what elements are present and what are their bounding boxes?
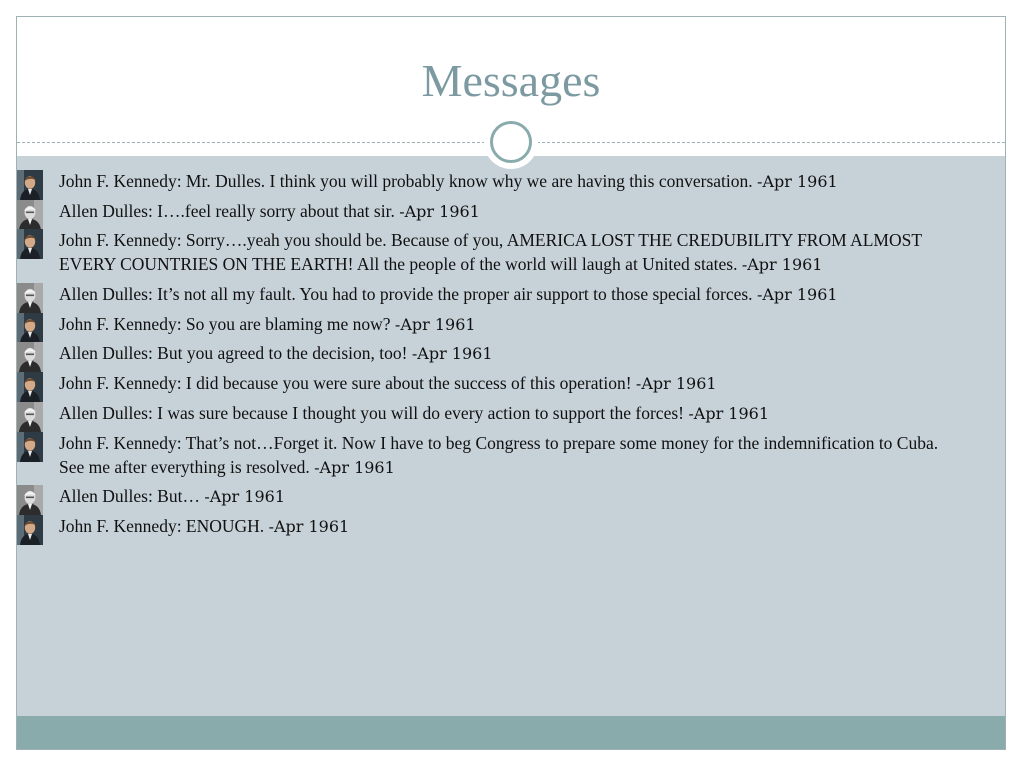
dulles-portrait-icon — [17, 342, 43, 372]
message-item — [17, 312, 957, 337]
message-text: Allen Dulles: It’s not all my fault. You had to provide the proper air support to those special forces. — [59, 284, 757, 305]
message-text: Allen Dulles: But you agreed to the decision, too! — [59, 343, 412, 364]
slide-title: Messages — [421, 55, 601, 106]
message-date: -Apr 1961 — [314, 457, 395, 477]
jfk-portrait-icon — [17, 432, 43, 462]
message-text: John F. Kennedy: Sorry….yeah you should be. Because of you, AMERICA LOST THE CREDUBILITY FROM ALMOST EVERY COUNTRIES ON THE EARTH! All the people of the world will laugh at United states. — [59, 230, 922, 275]
message-item — [17, 228, 957, 277]
message-text: John F. Kennedy: I did because you were sure about the success of this operation! — [59, 373, 636, 394]
message-date: -Apr 1961 — [741, 255, 823, 275]
message-text: John F. Kennedy: That’s not…Forget it. Now I have to beg Congress to prepare some money for the indemnification to Cuba. See me after everything is resolved. — [59, 432, 939, 477]
jfk-portrait-icon — [17, 372, 43, 402]
message-list — [17, 169, 957, 544]
message-date: -Apr 1961 — [394, 314, 476, 334]
jfk-portrait-icon — [17, 515, 43, 545]
message-date: -Apr 1961 — [411, 344, 493, 364]
message-item — [17, 484, 957, 509]
dulles-portrait-icon — [17, 200, 43, 230]
message-item — [17, 514, 957, 539]
message-item — [17, 199, 957, 224]
message-text: Allen Dulles: I was sure because I thought you will do every action to support the forces! — [59, 402, 689, 423]
divider-circle-ornament — [484, 115, 538, 169]
message-date: -Apr 1961 — [399, 201, 480, 221]
message-text: Allen Dulles: I….feel really sorry about that sir. — [59, 200, 400, 221]
dulles-portrait-icon — [17, 402, 43, 432]
message-date: -Apr 1961 — [688, 403, 770, 423]
dulles-portrait-icon — [17, 485, 43, 515]
jfk-portrait-icon — [17, 313, 43, 343]
message-date: -Apr 1961 — [635, 374, 717, 394]
message-text: Allen Dulles: But… — [59, 486, 205, 507]
message-text: John F. Kennedy: ENOUGH. — [59, 515, 269, 536]
message-text: John F. Kennedy: Mr. Dulles. I think you will probably know why we are having this conversation. — [59, 171, 758, 191]
message-item — [17, 169, 957, 194]
message-item — [17, 401, 957, 426]
message-item — [17, 282, 957, 307]
message-date: -Apr 1961 — [756, 285, 838, 305]
message-date: -Apr 1961 — [268, 516, 350, 536]
jfk-portrait-icon — [17, 170, 43, 200]
jfk-portrait-icon — [17, 229, 43, 259]
message-date: -Apr 1961 — [204, 487, 285, 507]
message-item — [17, 431, 957, 480]
footer-bar — [17, 716, 1005, 750]
message-date: -Apr 1961 — [757, 172, 838, 191]
message-text: John F. Kennedy: So you are blaming me now? — [59, 313, 395, 334]
dulles-portrait-icon — [17, 283, 43, 313]
message-item — [17, 371, 957, 396]
message-item — [17, 341, 957, 366]
